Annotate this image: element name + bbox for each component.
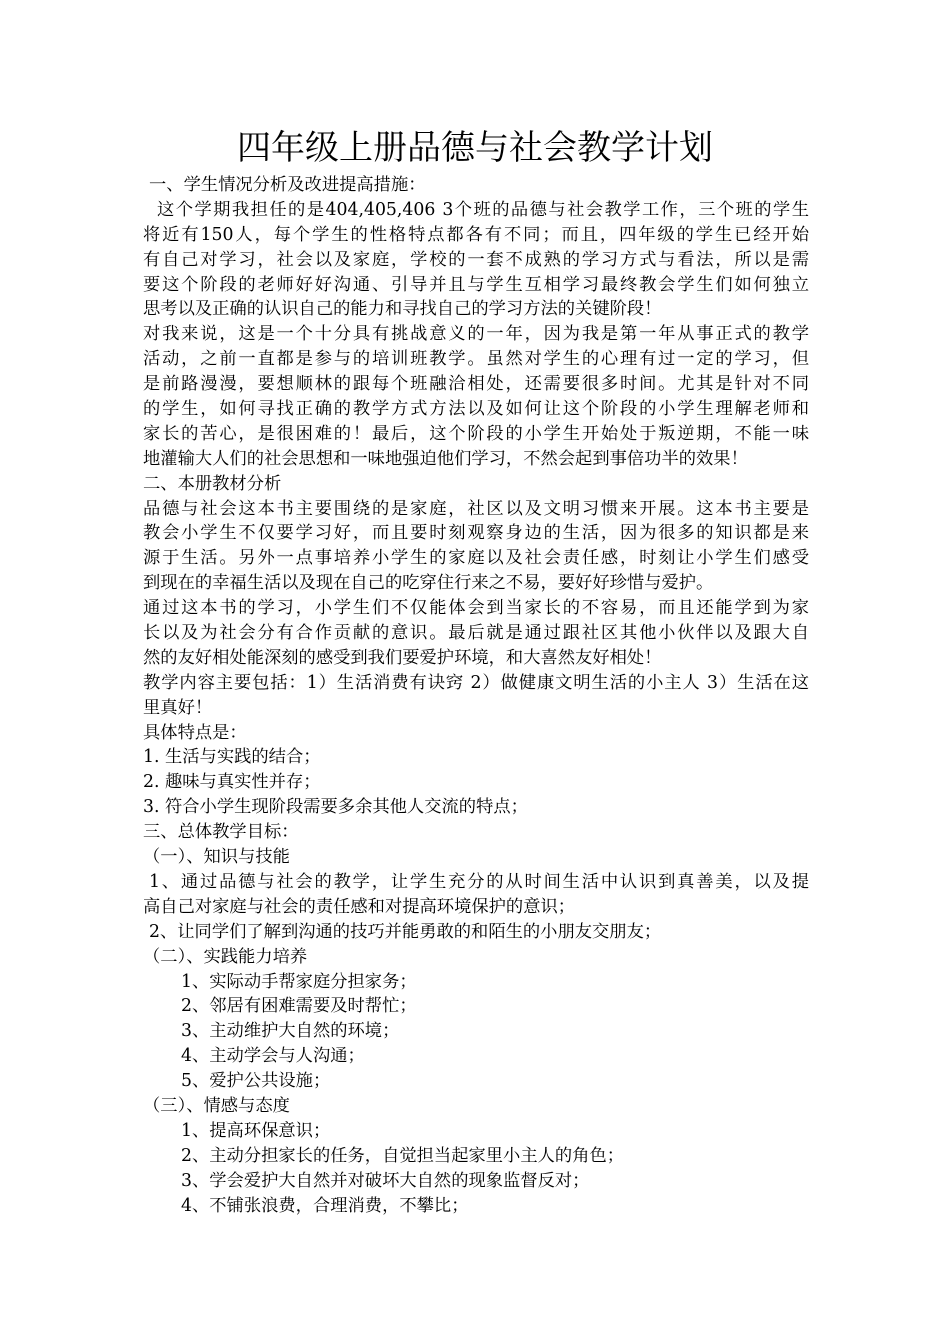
list-item: 1. 生活与实践的结合； — [143, 747, 321, 768]
paragraph-line: 对我来说，这是一个十分具有挑战意义的一年，因为我是第一年从事正式的教学 — [143, 324, 809, 345]
paragraph-line: 是前路漫漫，要想顺林的跟每个班融洽相处，还需要很多时间。尤其是针对不同 — [143, 374, 809, 395]
paragraph-line: 的学生，如何寻找正确的教学方式方法以及如何让这个阶段的小学生理解老师和 — [143, 399, 809, 420]
paragraph-line: 长以及为社会分有合作贡献的意识。最后就是通过跟社区其他小伙伴以及跟大自 — [143, 623, 809, 644]
list-item: 3、学会爱护大自然并对破坏大自然的现象监督反对； — [181, 1170, 590, 1191]
paragraph-line: 将近有150人，每个学生的性格特点都各有不同；而且，四年级的学生已经开始 — [143, 224, 809, 245]
paragraph-line: 有自己对学习，社会以及家庭，学校的一套不成熟的学习方式与看法，所以是需 — [143, 249, 809, 270]
subsection-heading: （二）、实践能力培养 — [143, 946, 308, 967]
list-item: 2、让同学们了解到沟通的技巧并能勇敢的和陌生的小朋友交朋友； — [149, 921, 662, 942]
section-heading-student-analysis: 一、学生情况分析及改进提高措施： — [149, 175, 426, 195]
document-body — [143, 173, 809, 1218]
subsection-heading: （三）、情感与态度 — [143, 1095, 290, 1116]
list-item: 3、主动维护大自然的环境； — [181, 1021, 400, 1042]
paragraph-line: 活动，之前一直都是参与的培训班教学。虽然对学生的心理有过一定的学习，但 — [143, 349, 809, 370]
list-item: 1、通过品德与社会的教学，让学生充分的从时间生活中认识到真善美，以及提 — [149, 871, 809, 892]
paragraph-line: 这个学期我担任的是404,405,406 3个班的品德与社会教学工作，三个班的学生 — [157, 199, 809, 220]
paragraph-line: 高自己对家庭与社会的责任感和对提高环境保护的意识； — [143, 896, 576, 917]
paragraph-line: 里真好！ — [143, 697, 213, 718]
paragraph-line: 具体特点是： — [143, 722, 247, 743]
paragraph-line: 源于生活。另外一点事培养小学生的家庭以及社会责任感，时刻让小学生们感受 — [143, 548, 809, 569]
paragraph-line: 通过这本书的学习，小学生们不仅能体会到当家长的不容易，而且还能学到为家 — [143, 598, 809, 619]
list-item: 2、邻居有困难需要及时帮忙； — [181, 996, 417, 1017]
list-item: 2. 趣味与真实性并存； — [143, 772, 321, 793]
list-item: 1、实际动手帮家庭分担家务； — [181, 971, 417, 992]
list-item: 3. 符合小学生现阶段需要多余其他人交流的特点； — [143, 797, 528, 818]
paragraph-line: 要这个阶段的老师好好沟通、引导并且与学生互相学习最终教会学生们如何独立 — [143, 274, 809, 295]
paragraph-line: 思考以及正确的认识自己的能力和寻找自己的学习方法的关键阶段！ — [143, 299, 662, 320]
paragraph-line: 品德与社会这本书主要围绕的是家庭，社区以及文明习惯来开展。这本书主要是 — [143, 498, 809, 519]
paragraph-line: 然的友好相处能深刻的感受到我们要爱护环境，和大喜然友好相处！ — [143, 647, 662, 668]
document-title: 四年级上册品德与社会教学计划 — [237, 128, 713, 168]
subsection-heading: （一）、知识与技能 — [143, 847, 290, 868]
list-item: 5、爱护公共设施； — [181, 1071, 331, 1092]
list-item: 2、主动分担家长的任务，自觉担当起家里小主人的角色； — [181, 1145, 625, 1166]
section-heading-teaching-goals: 三、总体教学目标： — [143, 822, 299, 843]
paragraph-line: 教会小学生不仅要学习好，而且要时刻观察身边的生活，因为很多的知识都是来 — [143, 523, 809, 544]
paragraph-line: 到现在的幸福生活以及现在自己的吃穿住行来之不易，要好好珍惜与爱护。 — [143, 573, 714, 594]
section-heading-textbook-analysis: 二、本册教材分析 — [143, 473, 282, 494]
list-item: 4、不铺张浪费，合理消费，不攀比； — [181, 1195, 469, 1216]
paragraph-line: 教学内容主要包括：1）生活消费有诀窍 2）做健康文明生活的小主人 3）生活在这 — [143, 672, 809, 693]
paragraph-line: 地灌输大人们的社会思想和一味地强迫他们学习，不然会起到事倍功半的效果！ — [143, 448, 748, 469]
list-item: 4、主动学会与人沟通； — [181, 1046, 365, 1067]
list-item: 1、提高环保意识； — [181, 1120, 331, 1141]
paragraph-line: 家长的苦心，是很困难的！最后，这个阶段的小学生开始处于叛逆期，不能一味 — [143, 423, 809, 444]
